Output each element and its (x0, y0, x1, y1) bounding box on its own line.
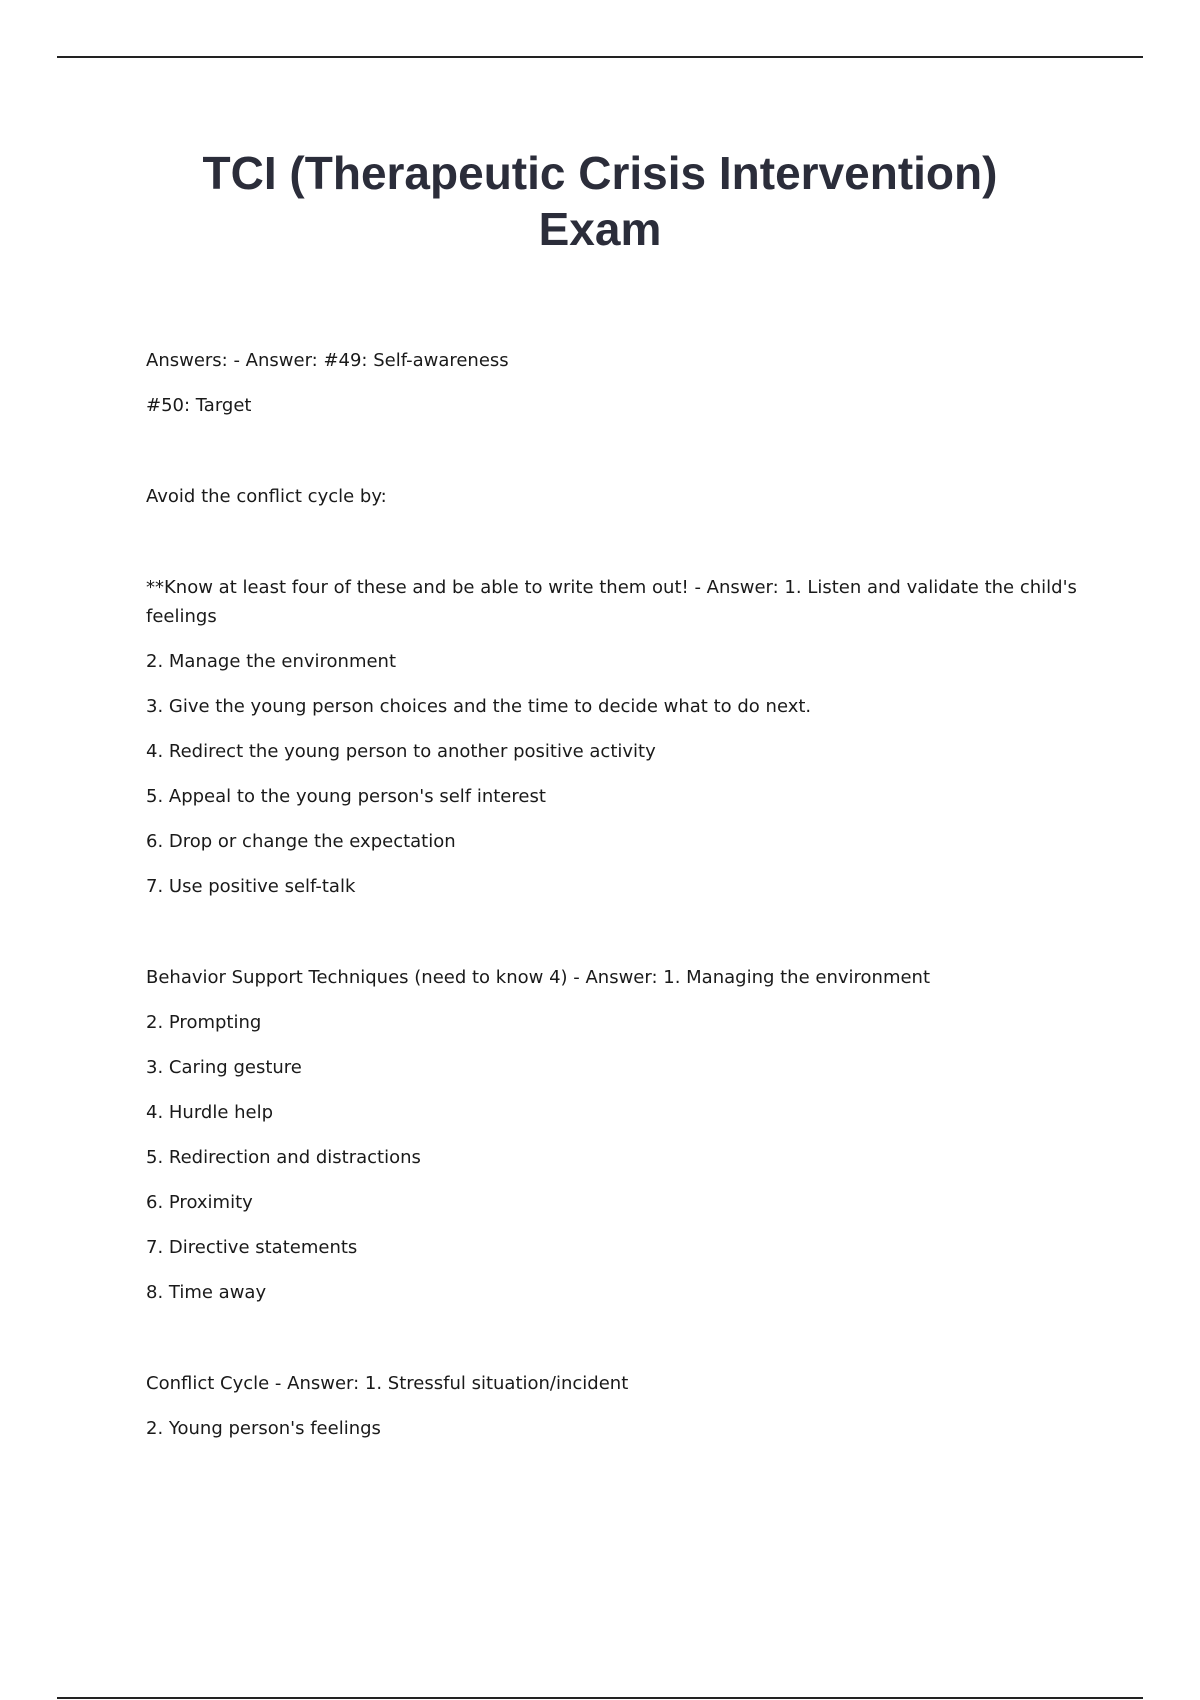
text-line: 2. Manage the environment (146, 651, 397, 672)
bottom-rule (57, 1697, 1143, 1699)
title-line-1: TCI (Therapeutic Crisis Intervention) (202, 147, 998, 199)
text-line: Answers: - Answer: #49: Self-awareness (146, 350, 509, 371)
title-line-2: Exam (538, 203, 662, 255)
text-line: Avoid the conflict cycle by: (146, 486, 387, 507)
text-line: 7. Use positive self-talk (146, 876, 356, 897)
text-line: 5. Redirection and distractions (146, 1147, 421, 1168)
text-line: 2. Prompting (146, 1012, 262, 1033)
document-body (146, 346, 1096, 1459)
text-line: #50: Target (146, 395, 252, 416)
text-line: 4. Hurdle help (146, 1102, 274, 1123)
text-line: 7. Directive statements (146, 1237, 358, 1258)
text-line: 3. Give the young person choices and the time to decide what to do next. (146, 696, 812, 717)
text-line: 6. Drop or change the expectation (146, 831, 456, 852)
text-line: 8. Time away (146, 1282, 267, 1303)
page-title (0, 145, 1200, 257)
text-line: **Know at least four of these and be able to write them out! - Answer: 1. Listen and validate the child's feelings (146, 577, 1077, 627)
text-line: 5. Appeal to the young person's self interest (146, 786, 546, 807)
text-line: 4. Redirect the young person to another positive activity (146, 741, 656, 762)
text-line: Conflict Cycle - Answer: 1. Stressful situation/incident (146, 1373, 629, 1394)
text-line: 2. Young person's feelings (146, 1418, 381, 1439)
text-line: 3. Caring gesture (146, 1057, 302, 1078)
text-line: Behavior Support Techniques (need to know 4) - Answer: 1. Managing the environment (146, 967, 931, 988)
top-rule (57, 56, 1143, 58)
text-line: 6. Proximity (146, 1192, 253, 1213)
